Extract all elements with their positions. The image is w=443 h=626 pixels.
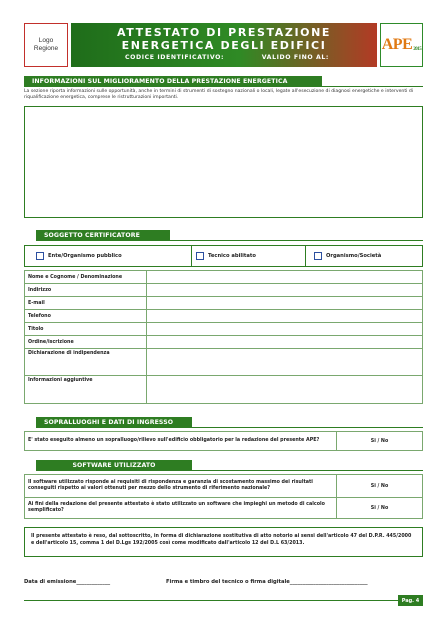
- certifier-heading-rule: [170, 240, 423, 241]
- inspections-table: [24, 431, 423, 451]
- field-value-title[interactable]: [147, 323, 423, 336]
- declaration-text: Il presente attestato è reso, dal sottoscritto, in forma di dichiarazione sostitutiva di atto notorio ai sensi dell'articolo 47 del D.P.R. 445/2000 e dell'articolo 15, comma 1 del D.Lgs 192/2005 così come modificato dall'articolo 12 del D.L 63/2013.: [31, 534, 412, 547]
- signature-label: Firma e timbro del tecnico o firma digitale: [166, 579, 290, 585]
- field-label-registration: Ordine/iscrizione: [25, 336, 147, 349]
- field-row-independence: [25, 349, 423, 376]
- field-row-phone: [25, 310, 423, 323]
- checkbox-public-entity[interactable]: [36, 252, 44, 260]
- software-table: [24, 474, 423, 519]
- field-label-additional-info: Informazioni aggiuntive: [25, 376, 147, 404]
- issue-date-field[interactable]: _____________: [76, 579, 111, 585]
- field-label-email: E-mail: [25, 297, 147, 310]
- software-heading: SOFTWARE UTILIZZATO: [36, 460, 192, 471]
- software-answer-simplified[interactable]: Si / No: [337, 498, 423, 519]
- field-value-registration[interactable]: [147, 336, 423, 349]
- option-divider-1: [191, 246, 192, 266]
- logo-line-1: Logo: [38, 37, 54, 44]
- field-label-independence: Dichiarazione di indipendenza: [25, 349, 147, 376]
- issue-date-label: Data di emissione: [24, 579, 77, 585]
- checkbox-organization[interactable]: [314, 252, 322, 260]
- declaration-box: [24, 527, 423, 557]
- improvement-text-area[interactable]: [24, 106, 423, 218]
- field-value-independence[interactable]: [147, 349, 423, 376]
- region-logo-placeholder: [24, 23, 68, 67]
- inspections-question: E' stato eseguito almeno un sopralluogo/rilievo sull'edificio obbligatorio per la redazione del presente APE?: [25, 432, 337, 451]
- option-qualified-technician[interactable]: [196, 252, 256, 260]
- title-line-1: ATTESTATO DI PRESTAZIONE: [116, 26, 332, 39]
- ape-logo: [380, 23, 423, 67]
- field-label-address: Indirizzo: [25, 284, 147, 297]
- code-label: CODICE IDENTIFICATIVO:: [125, 54, 225, 61]
- software-question-compliance: Il software utilizzato risponde ai requisiti di rispondenza e garanzia di scostamento massimo dei risultati conseguiti rispetto ai valori ottenuti per mezzo dello strumento di riferimento nazionale?: [25, 475, 337, 498]
- title-line-2: ENERGETICA DEGLI EDIFICI: [121, 39, 327, 52]
- page-number-badge: Pag. 4: [398, 595, 423, 606]
- field-value-phone[interactable]: [147, 310, 423, 323]
- field-label-phone: Telefono: [25, 310, 147, 323]
- certifier-heading: SOGGETTO CERTIFICATORE: [36, 230, 170, 241]
- inspections-heading-rule: [192, 427, 423, 428]
- software-row-simplified: [25, 498, 423, 519]
- ape-logo-text: APE: [381, 36, 413, 53]
- field-row-registration: [25, 336, 423, 349]
- field-value-additional-info[interactable]: [147, 376, 423, 404]
- checkbox-qualified-technician[interactable]: [196, 252, 204, 260]
- field-row-name: [25, 271, 423, 284]
- field-row-title: [25, 323, 423, 336]
- inspections-row: [25, 432, 423, 451]
- software-heading-rule: [192, 470, 423, 471]
- document-header: [24, 23, 423, 67]
- software-row-compliance: [25, 475, 423, 498]
- software-answer-compliance[interactable]: Si / No: [337, 475, 423, 498]
- field-value-email[interactable]: [147, 297, 423, 310]
- inspections-heading: SOPRALLUOGHI E DATI DI INGRESSO: [36, 417, 192, 428]
- inspections-answer[interactable]: Si / No: [337, 432, 423, 451]
- logo-line-2: Regione: [33, 45, 59, 52]
- certifier-details-table: [24, 270, 423, 404]
- improvement-heading: INFORMAZIONI SUL MIGLIORAMENTO DELLA PRESTAZIONE ENERGETICA: [24, 76, 322, 87]
- option-qualified-technician-label: Tecnico abilitato: [208, 253, 256, 259]
- software-question-simplified: Ai fini della redazione del presente attestato è stato utilizzato un software che impieghi un metodo di calcolo semplificato?: [25, 498, 337, 519]
- field-row-address: [25, 284, 423, 297]
- signature-line: [166, 579, 368, 585]
- valid-label: VALIDO FINO AL:: [261, 54, 329, 61]
- field-label-name: Nome e Cognome / Denominazione: [25, 271, 147, 284]
- option-divider-2: [305, 246, 306, 266]
- field-label-title: Titolo: [25, 323, 147, 336]
- improvement-heading-rule: [322, 86, 423, 87]
- option-public-entity[interactable]: [36, 252, 122, 260]
- footer-rule: [24, 600, 398, 601]
- option-organization-label: Organismo/Società: [326, 253, 382, 259]
- ape-logo-suffix: 2015: [413, 46, 422, 52]
- issue-date-line: [24, 579, 110, 585]
- code-line: [71, 54, 377, 61]
- field-row-additional-info: [25, 376, 423, 404]
- field-value-address[interactable]: [147, 284, 423, 297]
- option-organization[interactable]: [314, 252, 381, 260]
- field-row-email: [25, 297, 423, 310]
- field-value-name[interactable]: [147, 271, 423, 284]
- option-public-entity-label: Ente/Organismo pubblico: [48, 253, 122, 259]
- improvement-description: La sezione riporta informazioni sulle opportunità, anche in termini di strumenti di sostegno nazionali o locali, legate all'esecuzione di diagnosi energetiche e interventi di riqualificazione energetica, comprese le ristrutturazioni importanti.: [24, 89, 414, 101]
- signature-field[interactable]: ______________________________: [289, 579, 368, 585]
- title-band: [71, 23, 377, 67]
